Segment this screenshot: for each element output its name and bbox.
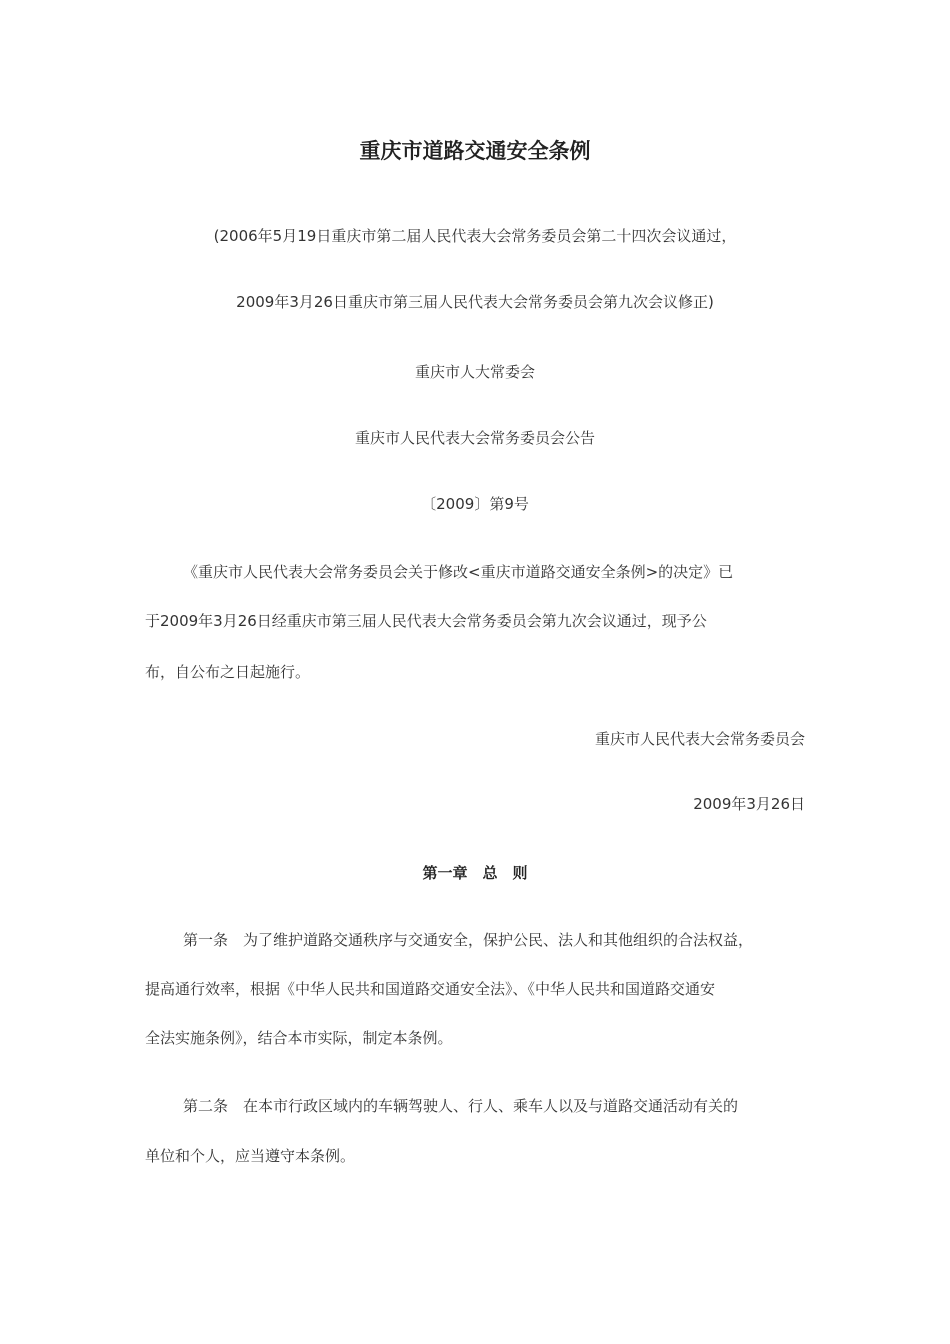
announcement-number: 〔2009〕第9号 — [421, 495, 529, 513]
announcement-title: 重庆市人民代表大会常务委员会公告 — [354, 429, 595, 447]
announcement-body-line: 于2009年3月26日经重庆市第三届人民代表大会常务委员会第九次会议通过，现予公 — [145, 612, 707, 630]
signature-date: 2009年3月26日 — [693, 795, 805, 813]
history-line-2: 2009年3月26日重庆市第三届人民代表大会常务委员会第九次会议修正) — [236, 293, 714, 311]
announcement-body-line: 《重庆市人民代表大会常务委员会关于修改<重庆市道路交通安全条例>的决定》已 — [183, 563, 734, 581]
article-1-line: 第一条 为了维护道路交通秩序与交通安全，保护公民、法人和其他组织的合法权益， — [183, 931, 754, 949]
chapter-title: 第一章 总 则 — [422, 864, 528, 882]
article-1-line: 全法实施条例》，结合本市实际，制定本条例。 — [145, 1029, 453, 1047]
article-2-line: 单位和个人，应当遵守本条例。 — [145, 1147, 356, 1165]
issuer: 重庆市人大常委会 — [414, 363, 535, 381]
document-title: 重庆市道路交通安全条例 — [359, 139, 591, 163]
article-2-line: 第二条 在本市行政区域内的车辆驾驶人、行人、乘车人以及与道路交通活动有关的 — [183, 1097, 739, 1115]
article-1-line: 提高通行效率，根据《中华人民共和国道路交通安全法》、《中华人民共和国道路交通安 — [145, 980, 716, 998]
signature: 重庆市人民代表大会常务委员会 — [594, 730, 805, 748]
announcement-body-line: 布，自公布之日起施行。 — [145, 663, 311, 681]
history-line-1: (2006年5月19日重庆市第二届人民代表大会常务委员会第二十四次会议通过， — [213, 227, 737, 245]
